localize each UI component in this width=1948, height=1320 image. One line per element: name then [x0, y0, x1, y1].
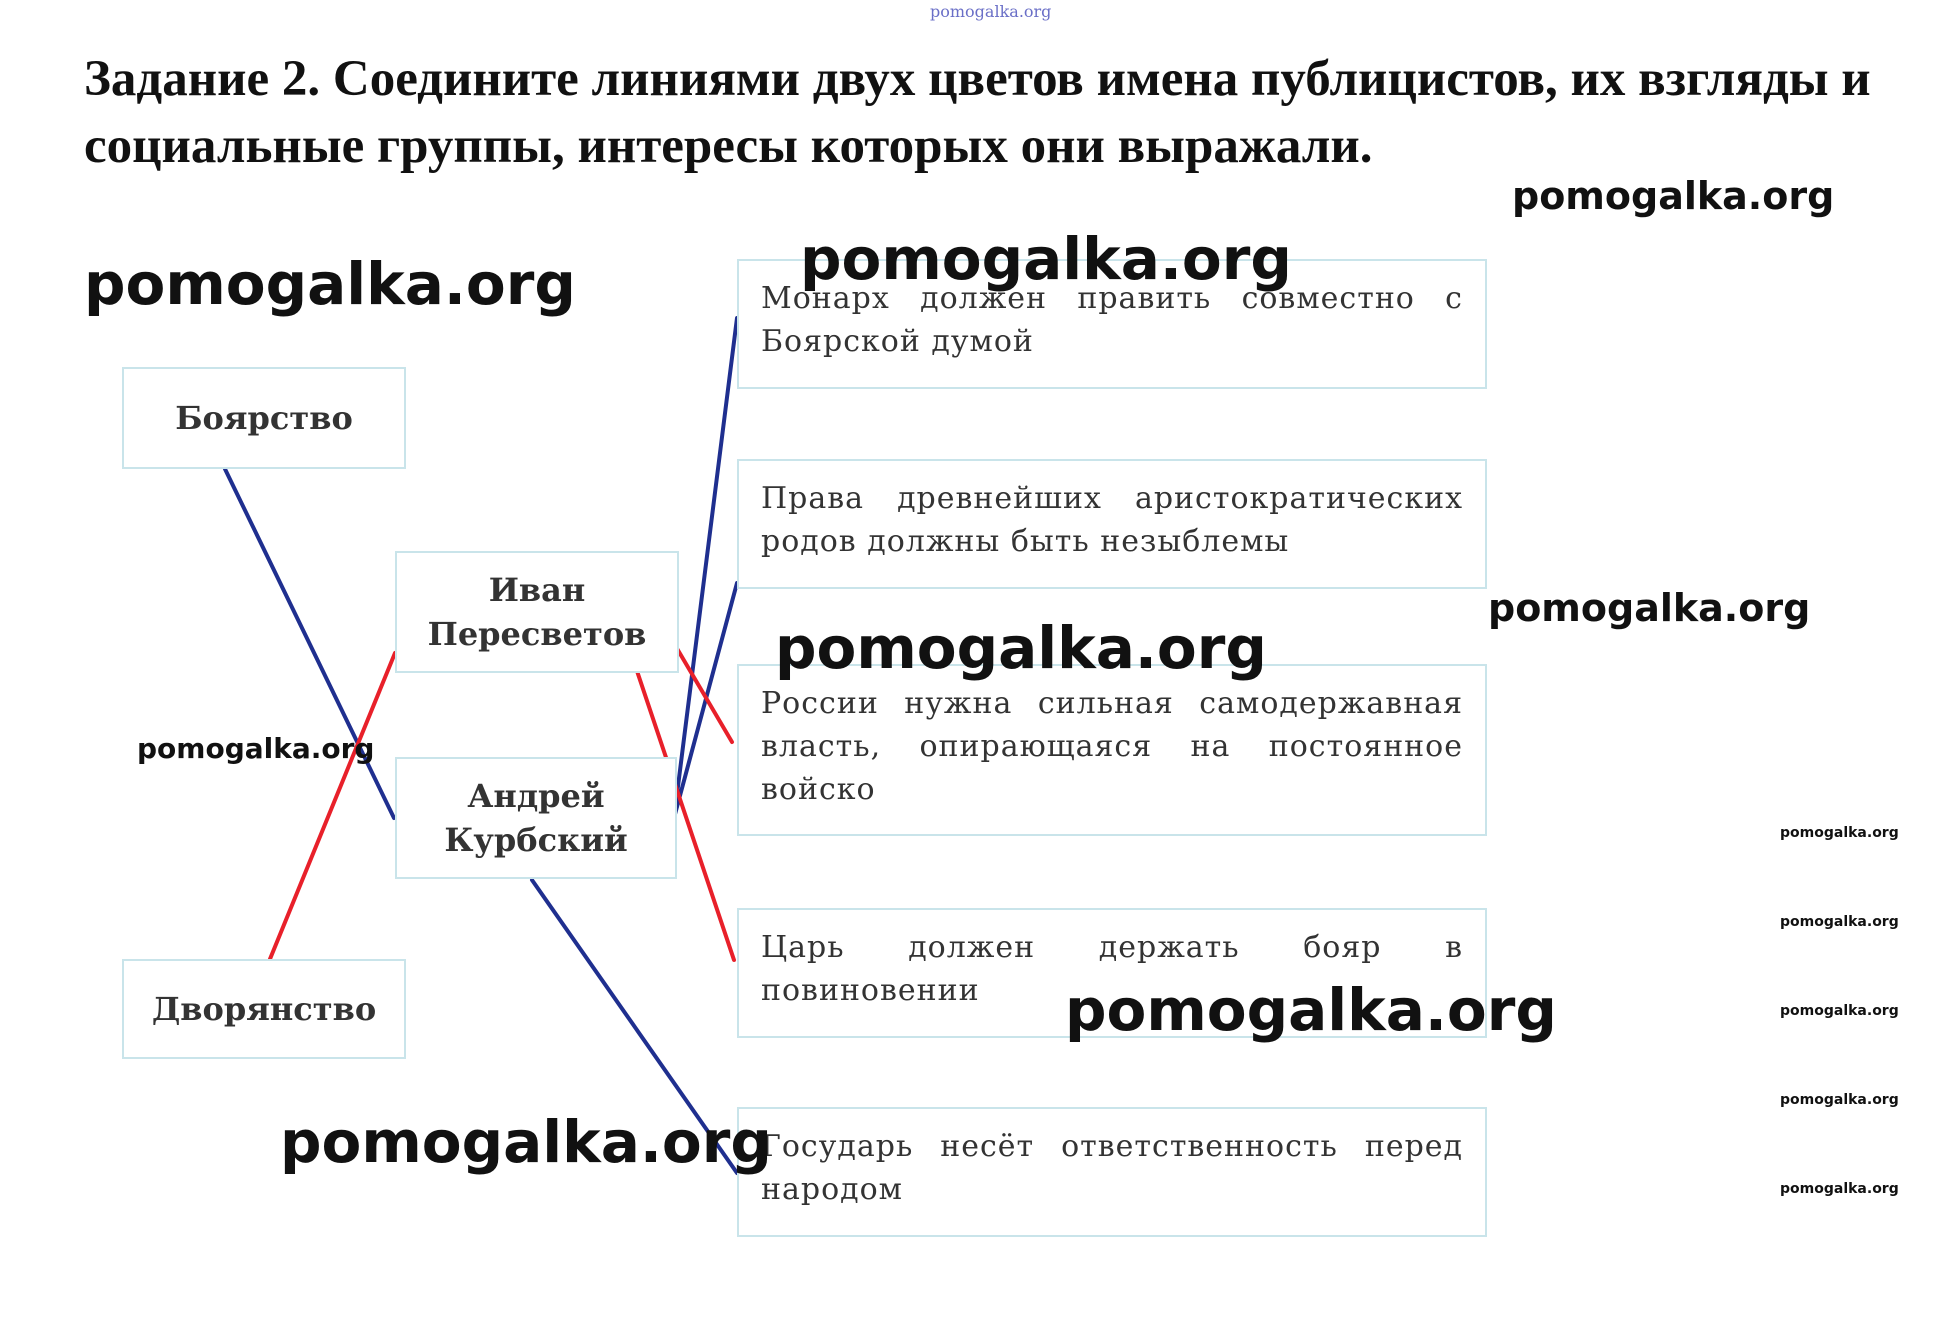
view-text: Монарх должен править совместно с Боярской думой — [761, 281, 1463, 359]
view-3 — [737, 664, 1487, 836]
group-label: Боярство — [175, 399, 353, 437]
line-dvoryanstvo-peresvetov — [270, 653, 395, 959]
watermark: pomogalka.org — [84, 250, 576, 318]
view-5 — [737, 1107, 1487, 1237]
line-boyarstvo-kurbsky — [225, 469, 394, 818]
view-text: Царь должен держать бояр в повиновении — [761, 930, 1463, 1008]
watermark: pomogalka.org — [775, 614, 1267, 682]
watermark: pomogalka.org — [1512, 174, 1835, 218]
watermark: pomogalka.org — [137, 732, 375, 765]
watermark: pomogalka.org — [800, 225, 1292, 293]
publicist-kurbsky — [395, 757, 677, 879]
publicist-peresvetov — [395, 551, 679, 673]
line-peresvetov-view-3 — [672, 640, 732, 742]
publicist-label: Иван Пересветов — [427, 571, 647, 653]
watermark: pomogalka.org — [1065, 976, 1557, 1044]
watermark: pomogalka.org — [1780, 914, 1899, 930]
watermark: pomogalka.org — [1780, 1092, 1899, 1108]
view-text: Государь несёт ответственность перед народом — [761, 1129, 1463, 1207]
task-title: Задание 2. Соедините линиями двух цветов имена публицистов, их взгляды и социальные группы, интересы которых они выражали. — [84, 51, 1871, 174]
watermark: pomogalka.org — [280, 1108, 772, 1176]
watermark-top: pomogalka.org — [930, 2, 1052, 21]
watermark: pomogalka.org — [1780, 825, 1899, 841]
view-text: России нужна сильная самодержавная власть, опирающаяся на постоянное войско — [761, 686, 1463, 807]
watermark: pomogalka.org — [1780, 1003, 1899, 1019]
group-label: Дворянство — [151, 990, 377, 1028]
watermark: pomogalka.org — [1488, 586, 1811, 630]
watermark: pomogalka.org — [1780, 1181, 1899, 1197]
publicist-label: Андрей Курбский — [444, 777, 628, 859]
view-text: Права древнейших аристократических родов должны быть незыблемы — [761, 481, 1463, 559]
line-kurbsky-view-1 — [674, 318, 737, 818]
group-dvoryanstvo — [122, 959, 406, 1059]
group-boyarstvo — [122, 367, 406, 469]
view-2 — [737, 459, 1487, 589]
